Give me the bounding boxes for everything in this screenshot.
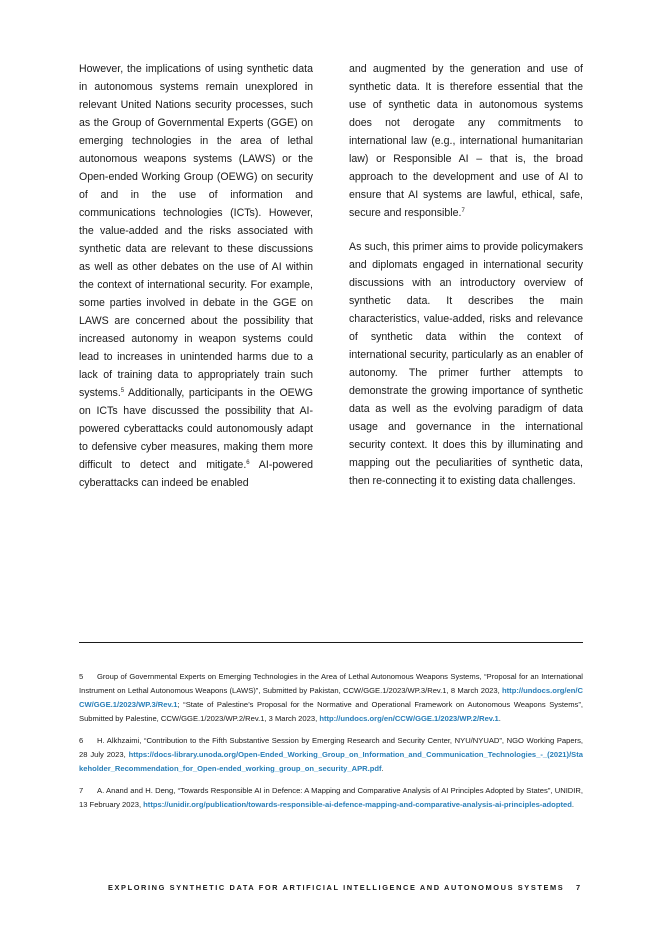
footnotes [79,670,583,820]
footnote-number: 7 [79,786,84,795]
left-column [79,60,313,492]
footnote-text: Group of Governmental Experts on Emerging Technologies in the Area of Lethal Autonomous Weapons Systems, “Proposal for an International Instrument on Lethal Autonomous Weapons (LAWS)”, Submitted by Pakistan, CCW/GGE.1/2023/WP.3/Rev.1, 8 March 2023, [79,672,583,695]
paragraph-text: However, the implications of using synthetic data in autonomous systems remain unexplored in relevant United Nations security processes, such as the Group of Governmental Experts (GGE) on emerging technologies in the area of lethal autonomous weapons systems (LAWS) or the Open-ended Working Group (OEWG) on security of and in the use of information and communications technologies (ICTs). However, the value-added and the risks associated with synthetic data are relevant to these discussions as well as other debates on the use of AI within the context of international security. For example, some parties involved in debate in the GGE on LAWS are concerned about the possibility that increased autonomy in weapon systems could lead to increases in unintended harms due to a lack of training data to appropriately train such systems. [79,63,313,399]
footnote-ref-6[interactable]: 6 [246,460,250,466]
footnote-ref-7[interactable]: 7 [461,208,465,214]
right-column [349,60,583,490]
footnote-text: . [498,714,501,723]
paragraph-text: AI-powered cyberattacks can indeed be enabled [79,459,313,489]
body-paragraph: As such, this primer aims to provide policymakers and diplomats engaged in international security discussions with an introductory overview of synthetic data. It describes the main characteristics, value-added, risks and relevance of synthetic data within the context of international security, particularly as an enabler of autonomy. The primer further attempts to demonstrate the growing importance of synthetic data as well as the evolving paradigm of data usage and governance in the international security context. It does this by illuminating and mapping out the peculiarities of synthetic data, then re-connecting it to existing data challenges. [349,241,583,487]
footnote-text: ; “State of Palestine’s Proposal for the Normative and Operational Framework on Autonomous Weapons Systems”, Submitted by Palestine, CCW/GGE.1/2023/WP.2/Rev.1, 3 March 2023, [79,700,583,723]
footnote-text: . [571,800,574,809]
footnote-number: 5 [79,672,84,681]
paragraph-text: and augmented by the generation and use of synthetic data. It is therefore essential that the use of synthetic data in autonomous systems does not derogate any commitments to international law (e.g., international humanitarian law) or Responsible AI – that is, the broad approach to the development and use of AI to ensure that AI systems are lawful, ethical, safe, secure and responsible. [349,63,583,219]
page-number: 7 [576,883,581,892]
footnote-7 [79,784,583,812]
footnote-text: . [381,764,384,773]
footnote-link[interactable]: https://unidir.org/publication/towards-responsible-ai-defence-mapping-and-comparative-analysis-ai-principles-adopted [143,800,572,809]
running-footer-title: EXPLORING SYNTHETIC DATA FOR ARTIFICIAL INTELLIGENCE AND AUTONOMOUS SYSTEMS [108,883,565,892]
footnote-text: H. Alkhzaimi, “Contribution to the Fifth Substantive Session by Emerging Research and Security Center, NYU/NYUAD”, NGO Working Papers, 28 July 2023, [79,736,583,759]
footnote-number: 6 [79,736,84,745]
footnote-6 [79,734,583,776]
footnote-5 [79,670,583,726]
body-paragraph [79,60,313,492]
body-paragraph [349,60,583,222]
footnote-link[interactable]: http://undocs.org/en/CCW/GGE.1/2023/WP.2/Rev.1 [319,714,499,723]
footnote-divider [79,642,583,643]
footnote-text: A. Anand and H. Deng, “Towards Responsible AI in Defence: A Mapping and Comparative Analysis of AI Principles Adopted by States”, UNIDIR, 13 February 2023, [79,786,583,809]
footnote-link[interactable]: https://docs-library.unoda.org/Open-Ended_Working_Group_on_Information_and_Communication_Technologies_-_(2021)/Stakeholder_Recommendation_for_Open-ended_working_group_on_security_APR.pdf [79,750,583,773]
footnote-link[interactable]: http://undocs.org/en/CCW/GGE.1/2023/WP.3/Rev.1 [79,686,583,709]
paragraph-text: Additionally, participants in the OEWG on ICTs have discussed the possibility that AI-powered cyberattacks could autonomously adapt to defensive cyber measures, making them more difficult to detect and mitigate. [79,387,313,471]
footnote-ref-5[interactable]: 5 [120,388,125,394]
